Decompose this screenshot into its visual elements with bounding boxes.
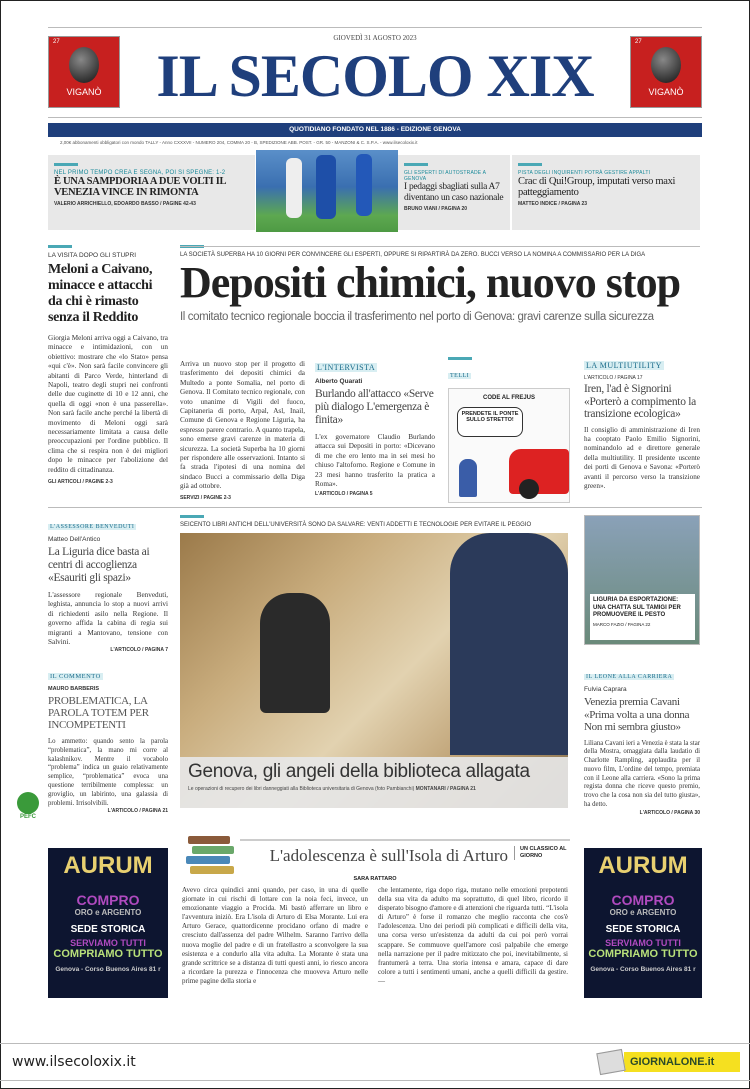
car-wheel: [519, 479, 539, 499]
article-byline: GLI ARTICOLI / PAGINE 2-3: [48, 479, 113, 486]
worker-figure: [450, 533, 568, 755]
pesto-box[interactable]: [584, 515, 700, 645]
ad-badge: 27: [53, 39, 60, 45]
teaser-kicker: NEL PRIMO TEMPO CREA E SEGNA, POI SI SPEGNE: 1-2: [54, 170, 226, 176]
article-tag: IL COMMENTO: [50, 673, 101, 680]
article-headline: PROBLEMATICA, LA PAROLA TOTEM PER INCOMPETENTI: [48, 695, 149, 731]
pesto-headline: LIGURIA DA ESPORTAZIONE: UNA CHATTA SUL TAMIGI PER PROMUOVERE IL PESTO: [593, 597, 681, 618]
tree-icon: [17, 792, 39, 814]
tagline-bar: QUOTIDIANO FONDATO NEL 1886 - EDIZIONE GENOVA: [48, 123, 702, 137]
cartoon-author: TELLI: [450, 373, 470, 379]
man-figure: [459, 459, 477, 497]
arturo-series: UN CLASSICO AL GIORNO: [514, 846, 570, 860]
ad-aurum-right[interactable]: [584, 848, 702, 998]
ad-brand: AURUM: [598, 852, 688, 879]
worker-figure: [260, 593, 330, 713]
player-figure: [356, 154, 372, 216]
photo-story[interactable]: [180, 515, 568, 808]
lead-subhead: Il comitato tecnico regionale boccia il trasferimento nel porto di Genova: gravi carenze sulla sicurezza: [180, 310, 654, 323]
article-body: L'ex governatore Claudio Burlando attacca sui Depositi in porto: «Dicevano di me che ero lento ma in sei mesi ho chiuso l'altoforno. Regione e Comune in 23 mesi hanno trasferito la pratica a Roma».: [315, 433, 435, 489]
teaser-byline: BRUNO VIANI / PAGINA 20: [404, 206, 468, 212]
article-body: Liliana Cavani ieri a Venezia è stata la star della Mostra, omaggiata dalla laudatio di Charlotte Rampling, applaudita per il nuovo film, L'ordine del tempo, premiata con il Leone alla carriera. «Sono la prima regista donna che riceve questo premio, trovo che la cosa non sia del tutto giusta», ha detto.: [584, 739, 700, 809]
arturo-author: SARA RATTARO: [353, 876, 397, 882]
article-tag: IL LEONE ALLA CARRIERA: [586, 674, 673, 680]
article-iren[interactable]: [584, 355, 700, 491]
lead-kicker: LA SOCIETÀ SUPERBA HA 10 GIORNI PER CONVINCERE GLI ESPERTI, OPPURE SI RIPARTIRÀ DA ZERO. BUCCI VERSO LA NOMINA A COMMISSARIO PER LA DIGA: [180, 252, 646, 258]
article-assessore[interactable]: [48, 515, 168, 653]
accent-bar: [48, 245, 72, 248]
ad-text: SEDE STORICA: [70, 924, 146, 935]
divider: [48, 117, 702, 118]
ad-badge: 27: [635, 39, 642, 45]
cartoon-panel: [448, 388, 570, 503]
ad-vigano-right[interactable]: [630, 36, 702, 108]
ad-text: Genova - Corso Buenos Aires 81 r: [55, 966, 161, 973]
article-burlando[interactable]: [315, 357, 435, 497]
article-headline: Meloni a Caivano, minacce e attacchi da chi è rimasto senza il Reddito: [48, 262, 153, 325]
photo-caption: Le operazioni di recupero dei libri danneggiati alla Biblioteca universitaria di Genova (foto Pambianchi): [188, 785, 415, 792]
info-line: 2,00€ abbonamenti obbligatori con mondo TALLY - Anno CXXXVII - NUMERO 204, COMMA 20 - B, SPEDIZIONE ABB. POST. - GR. 50 - MANZONI & C. S.P.A. - www.ilsecoloxix.it: [60, 140, 418, 145]
cartoon: [448, 357, 570, 503]
article-commento[interactable]: [48, 665, 168, 814]
giornalone-label: GIORNALONE.it: [624, 1052, 740, 1072]
ad-text: SERVIAMO TUTTI: [605, 938, 681, 948]
article-headline: La Liguria dice basta ai centri di accoglienza «Esauriti gli spazi»: [48, 546, 150, 584]
article-body: L'assessore regionale Benveduti, leghista, annuncia lo stop a nuovi arrivi di richiedenti asilo nella Regione. Il governo affida la cabina di regia sui migranti a Mantovano, tensione con Salvini.: [48, 591, 168, 647]
article-tag: LA MULTIUTILITY: [586, 361, 662, 370]
teaser-kicker: GLI ESPERTI DI AUTOSTRADE A GENOVA: [404, 170, 486, 182]
ad-text: SERVIAMO TUTTI: [70, 938, 146, 948]
lead-headline: Depositi chimici, nuovo stop: [180, 257, 681, 307]
article-headline: Burlando all'attacco «Serve più dialogo L'emergenza è finita»: [315, 388, 434, 426]
edition-date: GIOVEDÌ 31 AGOSTO 2023: [333, 34, 417, 42]
photo-headline: Genova, gli angeli della biblioteca allagata: [188, 760, 530, 782]
article-body: Il consiglio di amministrazione di Iren ha cooptato Paolo Emilio Signorini, nominandolo ad e direttore generale della multiutility. Il presidente uscente dei porti di Genova e Savona: «Porterò avanti il percorso verso la transizione green».: [584, 425, 700, 490]
article-byline: L'ARTICOLO / PAGINA 17: [584, 375, 643, 381]
site-url-link[interactable]: www.ilsecoloxix.it: [12, 1054, 136, 1070]
article-author: Fulvia Caprara: [584, 686, 627, 693]
car-drawing: [509, 449, 569, 494]
library-photo: [180, 533, 568, 808]
player-figure: [286, 158, 302, 218]
article-kicker: LA VISITA DOPO GLI STUPRI: [48, 252, 137, 259]
article-byline: L'ARTICOLO / PAGINA 5: [315, 491, 373, 498]
ad-brand: VIGANÒ: [66, 87, 102, 97]
teaser-headline: È UNA SAMPDORIA A DUE VOLTI IL VENEZIA VINCE IN RIMONTA: [54, 176, 226, 198]
arturo-headline: L'adolescenza è sull'Isola di Arturo: [269, 846, 508, 865]
lead-body-column: [180, 360, 305, 501]
pesto-label: [590, 594, 695, 640]
accent-bar: [448, 357, 472, 360]
divider: [48, 507, 702, 508]
ad-text: COMPRIAMO TUTTO: [53, 948, 163, 960]
article-headline: Venezia premia Cavani «Prima volta a una donna Non mi sembra giusto»: [584, 696, 690, 733]
photo-kicker: SEICENTO LIBRI ANTICHI DELL'UNIVERSITÀ SONO DA SALVARE: VENTI ADDETTI E TECNOLOGIE PER EVITARE IL PEGGIO: [180, 522, 532, 528]
accent-bar: [54, 163, 78, 166]
lead-byline: SERVIZI / PAGINE 2-3: [180, 494, 231, 501]
teaser-headline: I pedaggi sbagliati sulla A7 diventano un caso nazionale: [404, 182, 504, 203]
divider: [240, 839, 570, 841]
teaser-quigroup[interactable]: [512, 155, 700, 230]
lead-body: Arriva un nuovo stop per il progetto di trasferimento dei depositi chimici da Multedo a ponte Somalia, nel porto di Genova. Il Comitato tecnico regionale, con voto unanime di Vigili del fuoco, Capitaneria di porto, Arpal, Asl, Inail, Comune di Genova e Regione Liguria, ha espresso parere contrario. A quanto trapela, sono emerse gravi carenze in materia di sicurezza. La società Superba ha 10 giorni per rispondere alle osservazioni. Intanto si fa strada l'ipotesi di una nomina del sindaco Bucci a commissario della Diga già ad ottobre.: [180, 360, 305, 491]
article-body: Lo ammetto: quando sento la parola “problematica”, la mano mi corre al kalashnikov. Mentre il vocabolo “problema” indica un guaio relativamente semplice, “problematica” evoca una questione terribilmente complessa: un groviglio, un labirinto, una galassia di problemi. Irrisolvibili.: [48, 738, 168, 807]
article-byline: L'ARTICOLO / PAGINA 30: [639, 809, 700, 816]
ad-text: ORO e ARGENTO: [609, 908, 677, 917]
teaser-kicker: PISTA DEGLI INQUIRENTI POTRÀ GESTIRE APPALTI: [518, 170, 651, 176]
article-headline: Iren, l'ad è Signorini «Porterò a compimento la transizione ecologica»: [584, 383, 696, 420]
article-meloni[interactable]: [48, 245, 168, 485]
ad-brand: AURUM: [63, 852, 153, 879]
article-author: Alberto Quarati: [315, 378, 363, 385]
arturo-body: che lentamente, riga dopo riga, mutano nelle emozioni prepotenti della sua vita da adulto ma soprattutto, di quel libro, ricordo il disperato bisogno d'amore e di attenzioni che riguarda tutti. “L'isola di Arturo” è forse il romanzo che meglio racconta che cos'è l'adolescenza. Uno dei periodi più complicati e difficili della vita, una corsa verso un'esistenza da adulti da cui poi però vorrai scappare. Se commuove quell'amore così palpabile che emerge nella narrazione per il padre mitizzato che poi, inevitabilmente, si frantumerà a terra. Una storia intensa e amara, capace di dare colore a tutti i sentimenti umani, anche a quelli difficili da gestire. —: [378, 886, 568, 985]
giornalone-logo[interactable]: [598, 1049, 740, 1075]
accent-bar: [180, 515, 204, 518]
lead-story[interactable]: [180, 245, 700, 324]
accent-bar: [518, 163, 542, 166]
photo-byline: MONTANARI / PAGINA 21: [415, 785, 476, 792]
teaser-sport[interactable]: [48, 155, 255, 230]
teaser-headline: Crac di Qui!Group, imputati verso maxi patteggiamento: [518, 176, 676, 198]
pesto-byline: MARCO FAZIO / PAGINA 22: [593, 621, 651, 627]
teaser-byline: MATTEO INDICE / PAGINA 23: [518, 201, 588, 207]
article-tag: L'INTERVISTA: [317, 363, 376, 372]
accent-bar: [404, 163, 428, 166]
divider: [0, 1043, 750, 1044]
ring-icon: [651, 47, 681, 83]
player-figure: [316, 155, 336, 219]
ad-aurum-left[interactable]: [48, 848, 168, 998]
article-author: Matteo Dell'Antico: [48, 536, 101, 543]
teaser-byline: VALERIO ARRICHIELLO, EDOARDO BASSO / PAGINE 42-43: [54, 201, 196, 207]
ad-text: Genova - Corso Buenos Aires 81 r: [590, 966, 696, 973]
ad-text: COMPRIAMO TUTTO: [588, 948, 698, 960]
ring-icon: [69, 47, 99, 83]
ad-text: ORO e ARGENTO: [74, 908, 142, 917]
speech-bubble: PRENDETE IL PONTE SULLO STRETTO!: [457, 407, 523, 437]
article-tag: L'ASSESSORE BENVEDUTI: [50, 524, 135, 530]
arturo-body: Avevo circa quindici anni quando, per caso, in una di quelle giornate in cui rischi di lottare con la noia feci, invece, un emozionante viaggio a Procida. Mi bastò afferrare un libro e l'avventura iniziò. Era L'isola di Arturo di Elsa Morante. Lui era Arturo Gerace, quattordicenne procidano orfano di madre e cresciuto dall'assenza del padre Wilhelm. Saranno l'arrivo della nuova moglie del padre e di un fratellastro a sconvolgere la sua esistenza e a condurlo alla vita adulta. La Morante è stata una grande scrittrice se a distanza di tutti questi anni, io riesco ancora a ricordare la purezza e l'innocenza che muoveva Arturo nelle prime pagine della storia e: [182, 886, 368, 985]
ad-brand: VIGANÒ: [648, 87, 684, 97]
article-byline: L'ARTICOLO / PAGINA 21: [107, 808, 168, 815]
photo-caption-box: [180, 757, 568, 808]
article-body: Giorgia Meloni arriva oggi a Caivano, tra minacce e intimidazioni, con un obiettivo: mostrare che «lo Stato» pensa «qui c'è». Non sarà facile convincere gli abitanti di Parco Verde, hinterland di Napoli, teatro degli stupri nei confronti delle due cuginette di 10 e 12 anni, che quella di oggi «non è una passerella». Non sarà facile anche perché la libertà di movimento di Meloni oggi sarà necessariamente limitata a causa delle preoccupazioni per l'ordine pubblico. Il clima che si respira non è dei migliori dopo le minacce per l'abolizione del reddito di cittadinanza.: [48, 334, 168, 474]
divider: [48, 27, 702, 28]
article-leone[interactable]: [584, 665, 700, 816]
article-author: MAURO BARBERIS: [48, 686, 100, 692]
article-byline: L'ARTICOLO / PAGINA 7: [110, 647, 168, 654]
ad-text: SEDE STORICA: [605, 924, 681, 935]
newspaper-title: IL SECOLO XIX: [156, 43, 594, 109]
football-photo: [256, 150, 398, 232]
pefc-logo: [14, 792, 42, 820]
pefc-label: PEFC: [19, 814, 36, 820]
teaser-pedaggi[interactable]: [398, 155, 510, 230]
ad-vigano-left[interactable]: [48, 36, 120, 108]
ad-text: COMPRO: [611, 892, 675, 908]
cartoon-title: CODE AL FREJUS: [482, 395, 535, 401]
divider: [0, 1080, 750, 1081]
divider: [180, 246, 700, 247]
newspaper-icon: [596, 1049, 625, 1075]
ad-text: COMPRO: [76, 892, 140, 908]
